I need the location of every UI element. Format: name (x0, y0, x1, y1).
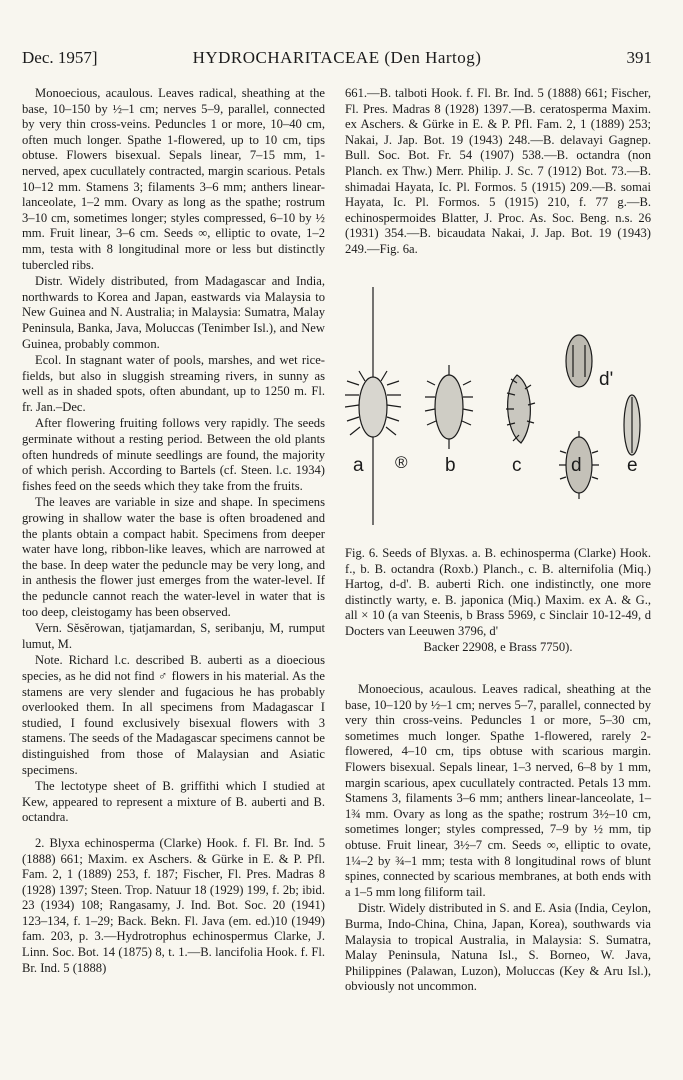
description-paragraph: Monoecious, acaulous. Leaves radical, sheathing at the base, 10–150 by ½–1 cm; nerves 5–9, parallel, connected by very thin cross-veins. Peduncles 1 or more, 10–40 cm, often much longer. Spathe 1-flowered, up to 10 cm, tips obtuse. Flowers bisexual. Sepals linear, 7–15 mm, 1-nerved, apex cucullately contracted, margin scarious. Petals 10–12 mm. Stamens 3; filaments 3–6 mm; anthers linear-lanceolate, 1–2 mm. Ovary as long as the spathe; rostrum 3–10 cm, sometimes longer; styles compressed, 6–10 by ½ mm. Fruit linear, 3–6 cm. Seeds ∞, elliptic to ovate, 1–2 mm, testa with 8 longitudinal more or less but distinctly tubercled ribs. (22, 86, 325, 272)
note-paragraph: Note. Richard l.c. described B. auberti as a dioecious species, as he did not find ♂ flowers in his material. As the stamens are very slender and fugacious he has probably overlooked them. In all specimens from Madagascar I studied, I found exclusively bisexual flowers with 3 stamens. The seeds of the Madagascar specimens cannot be distinguished from those of Malaysian and Asiatic specimens. (22, 653, 325, 777)
echinosperma-description: Monoecious, acaulous. Leaves radical, sheathing at the base, 10–120 by ½–1 cm; nerves 5–7, parallel, connected by very thin cross-veins. Peduncles 1 or more, 5–30 cm, sometimes much longer. Spathe 1-flowered, rarely 2-flowered, 4–10 cm, tips obtuse with scarious margin. Flowers bisexual. Sepals linear, 1–3 nerved, 6–8 by 1 mm, margin scarious, apex cucullately contracted. Petals 13 mm. Stamens 3, filaments 3–6 mm; anthers linear-lanceolate, 1–1¾ mm. Ovary as long as the spathe; rostrum 3½–10 cm, sometimes longer; styles compressed, 7–9 by ½ mm, tip obtuse. Fruit linear, 3½–7 cm. Seeds ∞, elliptic to ovate, 1¼–2 by ¾–1 mm; testa with 8 longitudinal rows of blunt spines, connected by scarious membranes, at both ends with a 1–5 mm long filiform tail. (345, 682, 651, 899)
header-title: HYDROCHARITACEAE (Den Hartog) (192, 48, 482, 67)
echinosperma-distribution: Distr. Widely distributed in S. and E. Asia (India, Ceylon, Burma, Indo-China, China, Japan, Korea), southwards via Malaysia to tropical Australia, in Malaysia: S. Sumatra, Malay Peninsula, Natuna Isl., S. Borneo, W. Java, Philippines (Palawan, Luzon), Moluccas (Key & Aru Isl.), obviously not uncommon. (345, 901, 651, 994)
seed-illustrations (345, 285, 651, 535)
seed-b-drawing (425, 365, 473, 449)
running-header (22, 48, 652, 72)
distribution-paragraph: Distr. Widely distributed, from Madagascar and India, northwards to Korea and Japan, eastwards via Malaysia to New Guinea and N. Australia; in Malaysia: Sumatra, Malay Peninsula, Banka, Java, Moluccas (Tenimber Isl.), and New Guinea, probably common. (22, 274, 325, 351)
figure-label-d-prime: d' (599, 369, 614, 390)
leaves-paragraph: The leaves are variable in size and shape. In specimens growing in shallow water the base is often broadened and the plants obtain a compact habit. Specimens from deeper water have long, ribbon-like leaves, which are narrowed at the base. In deep water the peduncle may be very long, and in anthesis the flower just emerges from the water-level. If the peduncle cannot reach the water-level in water that is too deep, cleistogamy has been observed. (22, 495, 325, 619)
species-heading-paragraph: 2. Blyxa echinosperma (Clarke) Hook. f. Fl. Br. Ind. 5 (1888) 661; Maxim. ex Aschers. & Gürke in E. & P. Pfl. Fam. 2, 1 (1889) 253, f. 187; Fischer, Fl. Pres. Madras 8 (1928) 1397; Steen. Trop. Natuur 18 (1929) 199, f. 2b; ibid. 23 (1934) 108; Rangasamy, J. Ind. Bot. Soc. 20 (1941) 123–134, f. 1–29; Back. Bekn. Fl. Java (em. ed.)10 (1949) fam. 203, p. 3.—Hydrotrophus echinospermus Clarke, J. Linn. Soc. Bot. 14 (1875) 8, t. 1.—B. lancifolia Hook. f. Fl. Br. Ind. 5 (1888) (22, 835, 325, 975)
figure-label-a: a (353, 455, 364, 476)
caption-text: Fig. 6. Seeds of Blyxas. a. B. echinosperma (Clarke) Hook. f., b. B. octandra (Roxb.) Planch., c. B. alternifolia (Miq.) Hartog, d-d'. B. auberti Rich. one indistinctly, one more distinctly warty, e. B. japonica (Miq.) Maxim. ex A. & G., all × 10 (a van Steenis, b Brass 5969, c Sinclair 10-12-49, d Docters van Leeuwen 3796, d' (345, 546, 651, 638)
vernacular-paragraph: Vern. Sĕsĕrowan, tjatjamardan, S, seribanju, M, rumput lumut, M. (22, 621, 325, 651)
figure-label-registered: ® (395, 453, 408, 472)
fruiting-paragraph: After flowering fruiting follows very rapidly. The seeds germinate without a resting period. Between the old plants often hundreds of minute seedlings are found, the majority of which perish. According to Bartels (cf. Steen. l.c. 1934) fishes feed on the seeds which they take from the fruits. (22, 416, 325, 493)
figure-label-c: c (512, 455, 522, 476)
right-column-top (345, 86, 651, 259)
seed-e-drawing (624, 395, 640, 455)
seed-d-drawing (566, 335, 592, 387)
seed-figure (345, 285, 651, 535)
synonymy-paragraph: 661.—B. talboti Hook. f. Fl. Br. Ind. 5 (1888) 661; Fischer, Fl. Pres. Madras 8 (1928) 1397.—B. ceratosperma Maxim. ex Aschers. & Gürke in E. & P. Pfl. Fam. 2, 1 (1889) 253; Nakai, J. Jap. Bot. 19 (1943) 248.—B. delavayi Gagnep. Bull. Soc. Bot. Fr. 54 (1907) 538.—B. octandra (non Planch. ex Thw.) Merr. Philip. J. Sc. 7 (1912) Bot. 73.—B. shimadai Hayata, Ic. Pl. Formos. 5 (1915) 209.—B. somai Hayata, Ic. Pl. Formos. 5 (1915) 210, f. 77 g.—B. echinospermoides Blatter, J. Proc. As. Soc. Beng. n.s. 26 (1931) 354.—B. bicaudata Nakai, J. Jap. Bot. 19 (1943) 249.—Fig. 6a. (345, 86, 651, 256)
ecology-paragraph: Ecol. In stagnant water of pools, marshes, and wet rice-fields, but also in sluggish streaming rivers, in sunny as well as in shaded spots, often abundant, up to 1250 m. Fl. fr. Jan.–Dec. (22, 353, 325, 414)
header-date: Dec. 1957] (22, 48, 98, 67)
figure-label-b: b (445, 455, 456, 476)
figure-caption (345, 546, 651, 655)
seed-a-drawing (345, 287, 401, 525)
page-number: 391 (626, 48, 652, 67)
figure-label-d: d (571, 455, 582, 476)
caption-last-line: Backer 22908, e Brass 7750). (423, 639, 573, 654)
right-column-bottom (345, 682, 651, 996)
lectotype-paragraph: The lectotype sheet of B. griffithi which I studied at Kew, appeared to represent a mixture of B. auberti and B. octandra. (22, 779, 325, 825)
seed-c-drawing (506, 375, 535, 443)
figure-label-e: e (627, 455, 638, 476)
left-column (22, 86, 325, 977)
